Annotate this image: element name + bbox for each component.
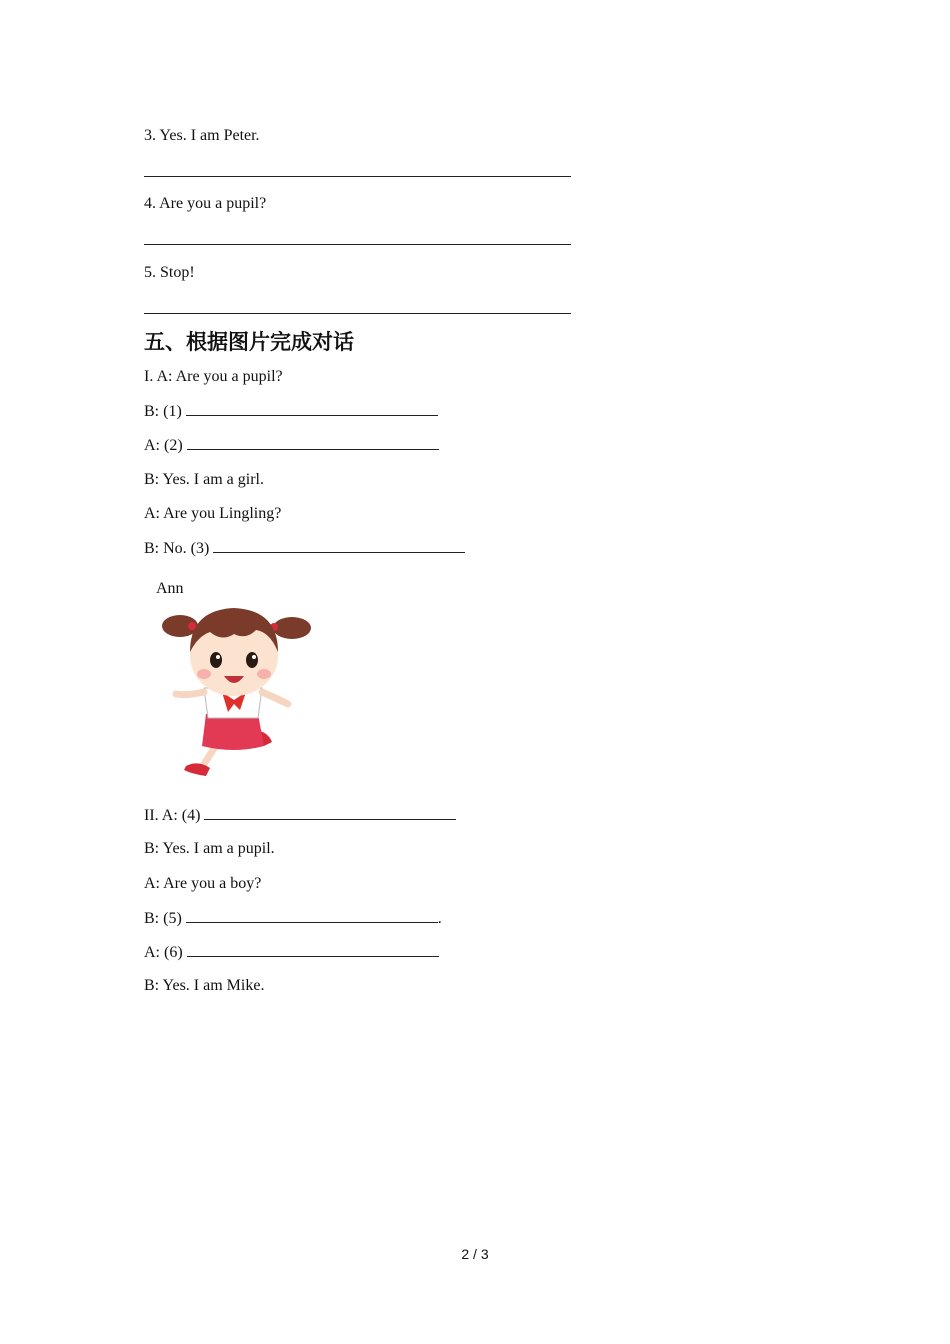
dialogue-prompt: B: No. (3) <box>144 540 210 557</box>
item-3: 3. Yes. I am Peter. <box>144 127 260 144</box>
dialogue-line <box>144 538 465 559</box>
dialogue-prompt: B: (5) <box>144 910 182 927</box>
answer-blank <box>186 908 438 923</box>
dialogue-line: B: Yes. I am Mike. <box>144 977 265 994</box>
page-number: 2 / 3 <box>461 1246 489 1262</box>
picture-caption: Ann <box>156 580 184 597</box>
answer-line <box>144 313 571 314</box>
girl-illustration <box>160 596 315 782</box>
answer-blank <box>204 805 456 820</box>
dialogue-line <box>144 908 442 929</box>
dialogue-line: A: Are you a boy? <box>144 875 262 892</box>
answer-line <box>144 244 571 245</box>
dialogue-line: I. A: Are you a pupil? <box>144 368 283 385</box>
section-heading: 五、根据图片完成对话 <box>144 330 354 354</box>
dialogue-line <box>144 401 438 422</box>
dialogue-line: A: Are you Lingling? <box>144 505 282 522</box>
item-5: 5. Stop! <box>144 264 195 281</box>
item-4: 4. Are you a pupil? <box>144 195 267 212</box>
dialogue-line <box>144 805 456 826</box>
answer-blank <box>186 401 438 416</box>
answer-blank <box>187 942 439 957</box>
answer-line <box>144 176 571 177</box>
dialogue-line: B: Yes. I am a pupil. <box>144 840 275 857</box>
dialogue-prompt: B: (1) <box>144 403 182 420</box>
dialogue-line <box>144 435 439 456</box>
answer-blank <box>187 435 439 450</box>
dialogue-prompt: A: (2) <box>144 437 183 454</box>
dialogue-prompt: II. A: (4) <box>144 807 201 824</box>
dialogue-line: B: Yes. I am a girl. <box>144 471 264 488</box>
answer-blank <box>213 538 465 553</box>
dialogue-line <box>144 942 439 963</box>
sentence-period: . <box>437 910 442 927</box>
dialogue-prompt: A: (6) <box>144 944 183 961</box>
